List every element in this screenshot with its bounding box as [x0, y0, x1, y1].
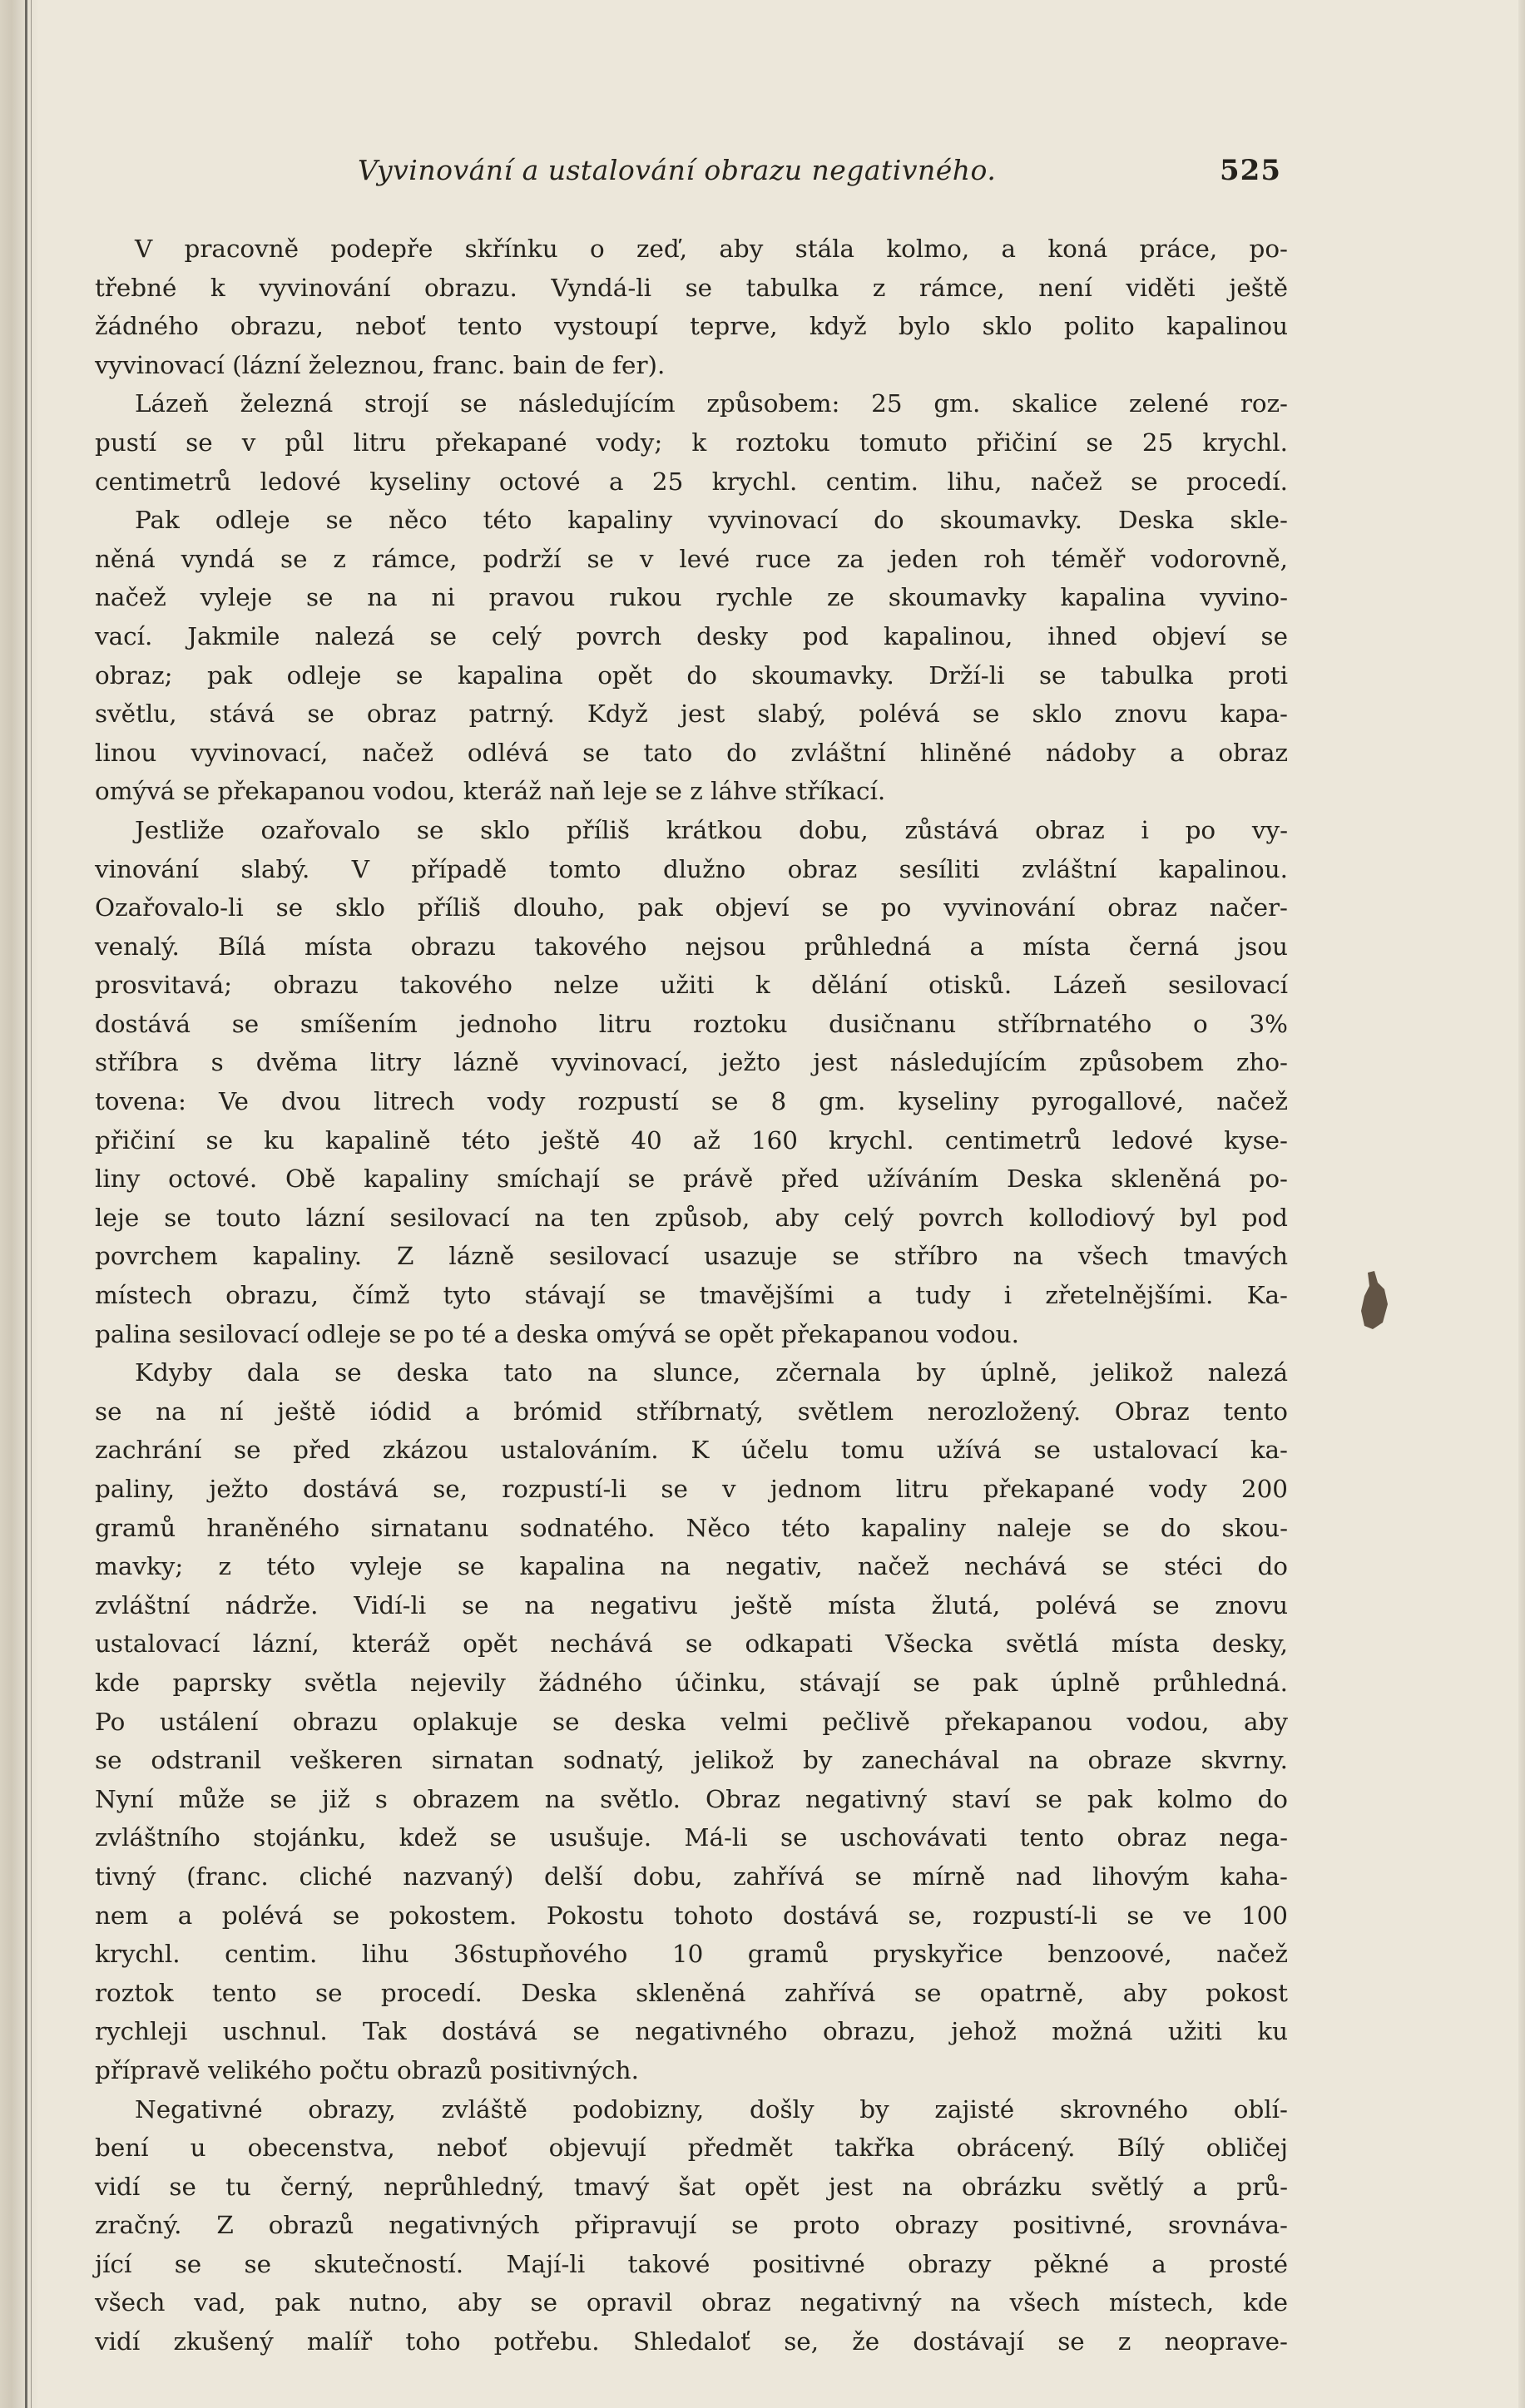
text-line: Lázeň železná strojí se následujícím způsobem: 25 gm. skalice zelené roz- — [135, 389, 1288, 418]
text-line: Negativné obrazy, zvláště podobizny, došly by zajisté skrovného oblí- — [135, 2094, 1288, 2124]
book-spine-gutter — [0, 0, 38, 2408]
text-line: se odstranil veškeren sirnatan sodnatý, jelikož by zanechával na obraze skvrny. — [95, 1746, 1288, 1775]
text-line: mavky; z této vyleje se kapalina na negativ, načež nechává se stéci do — [95, 1552, 1288, 1581]
text-line: Jestliže ozařovalo se sklo příliš krátkou dobu, zůstává obraz i po vy- — [135, 815, 1288, 844]
text-line: všech vad, pak nutno, aby se opravil obraz negativný na všech místech, kde — [95, 2288, 1288, 2317]
text-line: nem a polévá se pokostem. Pokostu tohoto dostává se, rozpustí-li se ve 100 — [95, 1901, 1288, 1930]
text-line: tovena: Ve dvou litrech vody rozpustí se 8 gm. kyseliny pyrogallové, načež — [95, 1087, 1288, 1116]
text-line: Ozařovalo-li se sklo příliš dlouho, pak objeví se po vyvinování obraz načer- — [95, 893, 1288, 922]
text-line: třebné k vyvinování obrazu. Vyndá-li se tabulka z rámce, není viděti ještě — [95, 273, 1288, 302]
text-line: krychl. centim. lihu 36stupňového 10 gramů pryskyřice benzoové, načež — [95, 1940, 1288, 1969]
text-line: zvláštní nádrže. Vidí-li se na negativu ještě místa žlutá, polévá se znovu — [95, 1590, 1288, 1619]
text-line: stříbra s dvěma litry lázně vyvinovací, ježto jest následujícím způsobem zho- — [95, 1048, 1288, 1077]
text-line: jící se se skutečností. Mají-li takové positivné obrazy pěkné a prosté — [95, 2249, 1288, 2278]
text-line: dostává se smíšením jednoho litru roztoku dusičnanu stříbrnatého o 3% — [95, 1009, 1288, 1038]
text-line: tivný (franc. cliché nazvaný) delší dobu, zahřívá se mírně nad lihovým kaha- — [95, 1862, 1288, 1891]
page-number: 525 — [1220, 154, 1281, 187]
text-line: Kdyby dala se deska tato na slunce, zčernala by úplně, jelikož nalezá — [135, 1358, 1288, 1387]
text-line: omývá se překapanou vodou, kteráž naň leje se z láhve stříkací. — [95, 777, 886, 806]
page-edge — [1518, 0, 1525, 2408]
text-line: linou vyvinovací, načež odlévá se tato do zvláštní hliněné nádoby a obraz — [95, 738, 1288, 767]
text-line: něná vyndá se z rámce, podrží se v levé ruce za jeden roh téměř vodorovně, — [95, 544, 1288, 573]
gutter-line-thin — [31, 0, 32, 2408]
text-line: V pracovně podepře skřínku o zeď, aby stála kolmo, a koná práce, po- — [135, 235, 1288, 263]
text-line: načež vyleje se na ni pravou rukou rychle ze skoumavky kapalina vyvino- — [95, 583, 1288, 612]
text-line: Nyní může se již s obrazem na světlo. Obraz negativný staví se pak kolmo do — [95, 1784, 1288, 1813]
text-line: bení u obecenstva, neboť objevují předmět takřka obrácený. Bílý obličej — [95, 2134, 1288, 2163]
text-line: ustalovací lázní, kteráž opět nechává se odkapati Všecka světlá místa desky, — [95, 1629, 1288, 1659]
text-line: vidí zkušený malíř toho potřebu. Shledaloť se, že dostávají se z neoprave- — [95, 2327, 1288, 2356]
text-line: centimetrů ledové kyseliny octové a 25 krychl. centim. lihu, načež se procedí. — [95, 467, 1288, 496]
text-line: obraz; pak odleje se kapalina opět do skoumavky. Drží-li se tabulka proti — [95, 660, 1288, 690]
text-line: paliny, ježto dostává se, rozpustí-li se v jednom litru překapané vody 200 — [95, 1475, 1288, 1503]
text-line: gramů hraněného sirnatanu sodnatého. Něco této kapaliny naleje se do skou- — [95, 1513, 1288, 1542]
text-line: světlu, stává se obraz patrný. Když jest slabý, polévá se sklo znovu kapa- — [95, 700, 1288, 729]
text-line: vinování slabý. V případě tomto dlužno obraz sesíliti zvláštní kapalinou. — [95, 854, 1288, 883]
text-line: vací. Jakmile nalezá se celý povrch desky pod kapalinou, ihned objeví se — [95, 621, 1288, 650]
text-line: se na ní ještě iódid a brómid stříbrnatý, světlem nerozložený. Obraz tento — [95, 1397, 1288, 1426]
body-text — [95, 230, 1288, 2361]
text-line: místech obrazu, čímž tyto stávají se tmavějšími a tudy i zřetelnějšími. Ka- — [95, 1281, 1288, 1310]
text-line: zračný. Z obrazů negativných připravují se proto obrazy positivné, srovnáva- — [95, 2211, 1288, 2240]
text-line: zachrání se před zkázou ustalováním. K účelu tomu užívá se ustalovací ka- — [95, 1436, 1288, 1465]
text-line: pustí se v půl litru překapané vody; k roztoku tomuto přičiní se 25 krychl. — [95, 428, 1288, 457]
text-line: liny octové. Obě kapaliny smíchají se právě před užíváním Deska skleněná po- — [95, 1164, 1288, 1194]
text-line: zvláštního stojánku, kdež se usušuje. Má-li se uschovávati tento obraz nega- — [95, 1823, 1288, 1852]
text-line: palina sesilovací odleje se po té a deska omývá se opět překapanou vodou. — [95, 1319, 1019, 1348]
running-title: Vyvinování a ustalování obrazu negativného. — [358, 154, 997, 186]
text-line: žádného obrazu, neboť tento vystoupí teprve, když bylo sklo polito kapalinou — [95, 312, 1288, 341]
text-line: přípravě velikého počtu obrazů positivných. — [95, 2055, 639, 2084]
text-line: roztok tento se procedí. Deska skleněná zahřívá se opatrně, aby pokost — [95, 1978, 1288, 2007]
text-line: venalý. Bílá místa obrazu takového nejsou průhledná a místa černá jsou — [95, 932, 1288, 961]
text-line: vidí se tu černý, neprůhledný, tmavý šat opět jest na obrázku světlý a prů- — [95, 2172, 1288, 2201]
text-line: rychleji uschnul. Tak dostává se negativného obrazu, jehož možná užiti ku — [95, 2017, 1288, 2046]
text-line: leje se touto lázní sesilovací na ten způsob, aby celý povrch kollodiový byl pod — [95, 1203, 1288, 1232]
page-header — [358, 154, 1281, 194]
text-line: prosvitavá; obrazu takového nelze užiti k dělání otisků. Lázeň sesilovací — [95, 971, 1288, 1000]
text-line: Pak odleje se něco této kapaliny vyvinovací do skoumavky. Deska skle- — [135, 506, 1288, 535]
text-line: Po ustálení obrazu oplakuje se deska velmi pečlivě překapanou vodou, aby — [95, 1707, 1288, 1736]
text-line: povrchem kapaliny. Z lázně sesilovací usazuje se stříbro na všech tmavých — [95, 1242, 1288, 1271]
text-line: přičiní se ku kapalině této ještě 40 až 160 krychl. centimetrů ledové kyse- — [95, 1125, 1288, 1155]
text-line: kde paprsky světla nejevily žádného účinku, stávají se pak úplně průhledná. — [95, 1668, 1288, 1697]
margin-ink-mark — [1358, 1271, 1389, 1331]
gutter-line — [25, 0, 27, 2408]
text-line: vyvinovací (lázní železnou, franc. bain de fer). — [95, 350, 666, 379]
